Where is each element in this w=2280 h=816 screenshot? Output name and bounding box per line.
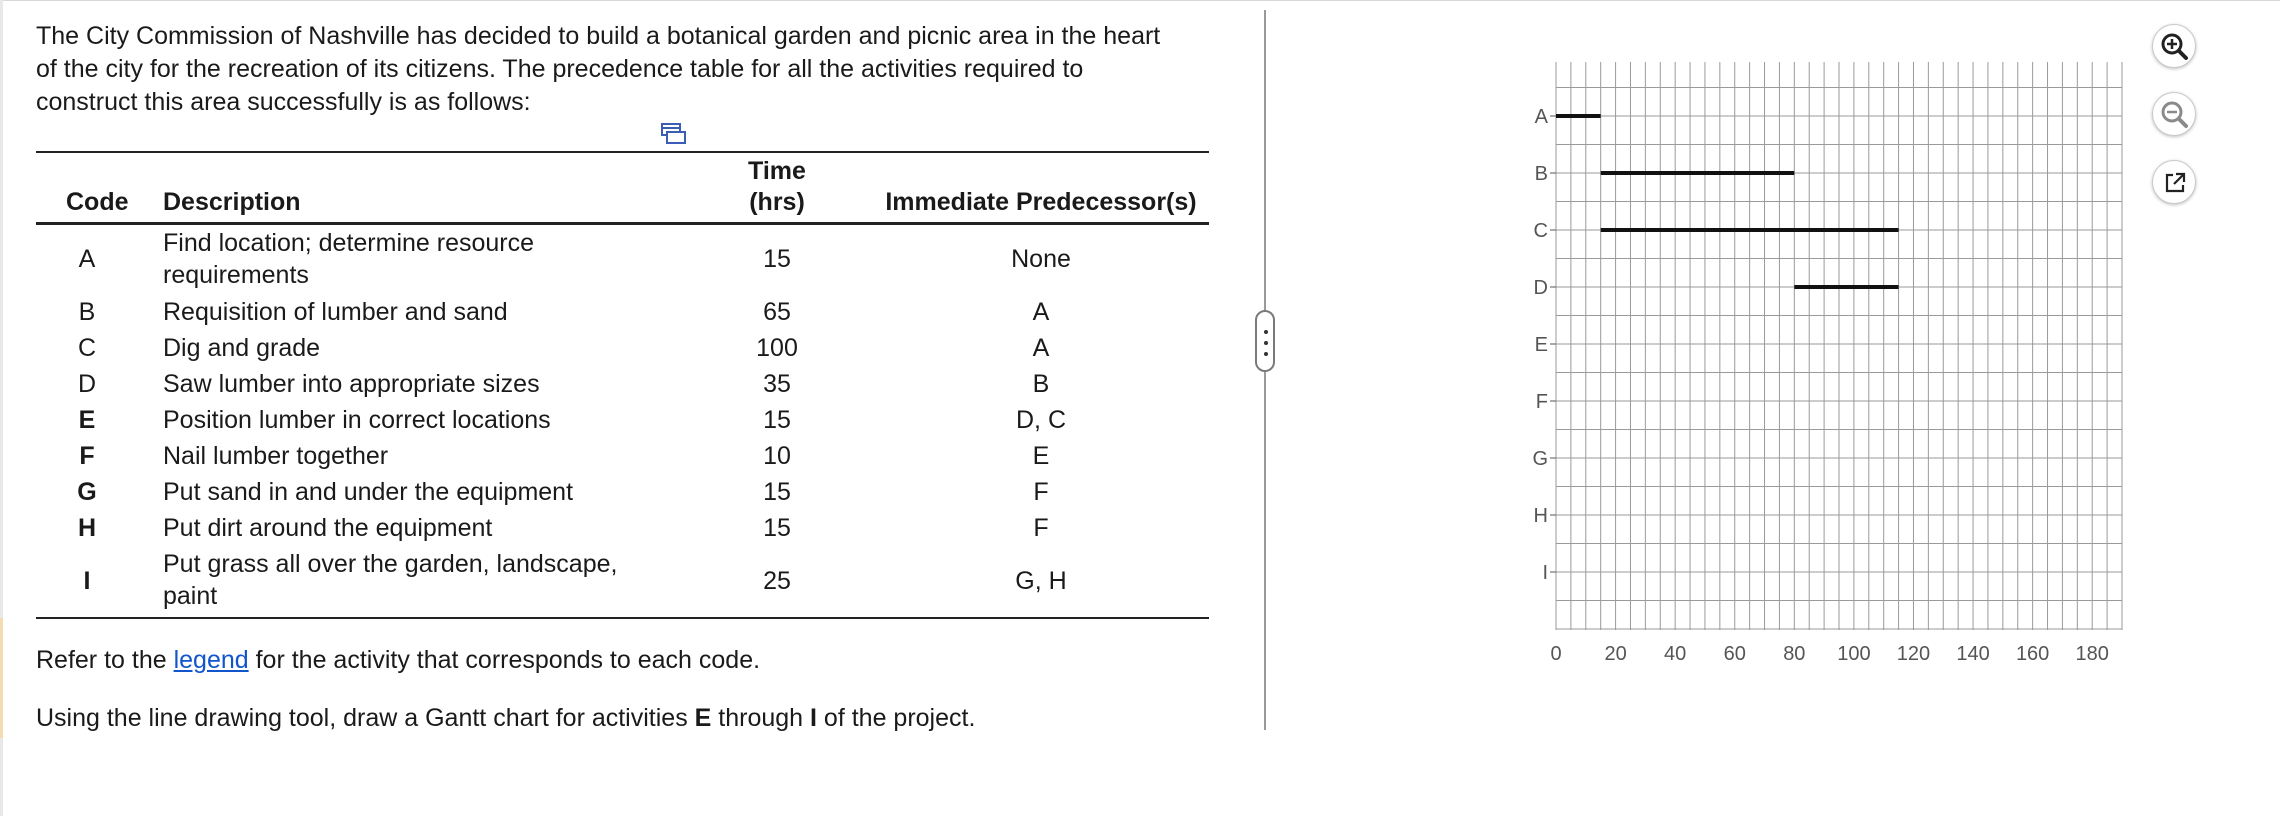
zoom-out-icon: [2153, 93, 2197, 137]
description-cell: Nail lumber together: [163, 442, 389, 470]
activity-label-f: F: [1535, 391, 1548, 413]
instruction-text-before: Using the line drawing tool, draw a Gantt chart for activities: [36, 704, 695, 732]
x-tick-label: 0: [1550, 643, 1562, 665]
description-line-1: Put grass all over the garden, landscape,: [163, 550, 618, 578]
x-tick-label: 60: [1723, 643, 1746, 665]
table-row-d: [36, 368, 1209, 400]
x-tick-label: 80: [1783, 643, 1806, 665]
question-line-3: construct this area successfully is as follows:: [36, 88, 531, 116]
code-cell: D: [77, 370, 97, 398]
time-cell: 65: [763, 298, 791, 326]
x-tick-label: 180: [2075, 643, 2109, 665]
header-description: Description: [163, 188, 301, 216]
table-bottom-rule: [36, 617, 1209, 619]
activity-label-b: B: [1534, 163, 1548, 185]
description-cell: Requisition of lumber and sand: [163, 298, 508, 326]
copy-table-icon[interactable]: [660, 122, 688, 148]
zoom-out-button[interactable]: [2152, 92, 2196, 136]
x-tick-label: 20: [1604, 643, 1627, 665]
predecessor-cell: G, H: [1015, 567, 1067, 595]
x-tick-label: 120: [1896, 643, 1931, 665]
time-cell: 15: [763, 245, 791, 273]
header-time-line-2: (hrs): [749, 188, 805, 216]
time-cell: 15: [763, 514, 791, 542]
activity-label-g: G: [1532, 448, 1548, 470]
table-row-c: [36, 332, 1209, 364]
code-cell: I: [83, 567, 91, 595]
predecessor-cell: B: [1032, 370, 1050, 398]
code-cell: G: [77, 478, 97, 506]
table-row-g: [36, 476, 1209, 508]
x-tick-label: 40: [1664, 643, 1687, 665]
table-row-f: [36, 440, 1209, 472]
instruction-text-after: of the project.: [816, 704, 976, 732]
code-cell: B: [78, 298, 96, 326]
predecessor-cell: None: [1011, 245, 1071, 273]
time-cell: 25: [763, 567, 791, 595]
description-line-2: paint: [163, 582, 218, 610]
description-cell: Put dirt around the equipment: [163, 514, 493, 542]
time-cell: 15: [763, 478, 791, 506]
description-cell: Saw lumber into appropriate sizes: [163, 370, 540, 398]
activity-label-i: I: [1542, 562, 1548, 584]
code-cell: H: [77, 514, 97, 542]
description-cell: Put sand in and under the equipment: [163, 478, 574, 506]
predecessor-cell: F: [1033, 478, 1049, 506]
table-row-b: [36, 296, 1209, 328]
handle-dot: [1264, 352, 1268, 356]
task-instruction: [36, 702, 975, 734]
code-cell: A: [78, 245, 96, 273]
header-time: [706, 156, 848, 218]
table-row-h: [36, 512, 1209, 544]
activity-label-h: H: [1533, 505, 1548, 527]
legend-text-after: for the activity that corresponds to each code.: [248, 646, 761, 674]
question-text: [36, 20, 1216, 119]
x-tick-label: 160: [2015, 643, 2050, 665]
description-cell: [163, 227, 683, 291]
time-cell: 10: [763, 442, 791, 470]
left-edge: [0, 0, 3, 816]
handle-dot: [1264, 341, 1268, 345]
x-tick-label: 100: [1837, 643, 1871, 665]
header-time-line-1: Time: [748, 157, 806, 185]
code-cell: F: [79, 442, 95, 470]
table-top-rule: [36, 151, 1209, 153]
activity-label-a: A: [1534, 106, 1548, 128]
table-row-e: [36, 404, 1209, 436]
header-predecessors: Immediate Predecessor(s): [885, 188, 1197, 216]
time-cell: 100: [756, 334, 798, 362]
instruction-text-middle: through: [711, 704, 811, 732]
pane-resize-handle[interactable]: [1255, 310, 1275, 372]
question-line-1: The City Commission of Nashville has decided to build a botanical garden and picnic area in the heart: [36, 22, 1161, 50]
description-cell: [163, 548, 683, 612]
activity-label-c: C: [1533, 220, 1548, 242]
left-edge-accent: [0, 618, 3, 738]
table-header-rule: [36, 222, 1209, 225]
description-cell: Position lumber in correct locations: [163, 406, 551, 434]
predecessor-cell: A: [1032, 334, 1050, 362]
top-border: [0, 0, 2280, 1]
time-cell: 35: [763, 370, 791, 398]
x-tick-label: 140: [1956, 643, 1990, 665]
legend-text-before: Refer to the: [36, 646, 174, 674]
time-cell: 15: [763, 406, 791, 434]
activity-label-d: D: [1533, 277, 1548, 299]
predecessor-cell: A: [1032, 298, 1050, 326]
zoom-in-icon: [2153, 25, 2197, 69]
predecessor-cell: F: [1033, 514, 1049, 542]
predecessor-cell: D, C: [1016, 406, 1066, 434]
instruction-activity-e: E: [694, 704, 712, 732]
header-code: Code: [66, 188, 129, 216]
gantt-chart[interactable]: [1500, 54, 2140, 674]
activity-label-e: E: [1534, 334, 1548, 356]
popout-button[interactable]: [2152, 160, 2196, 204]
legend-instruction: [36, 644, 760, 676]
question-line-2: of the city for the recreation of its citizens. The precedence table for all the activities required to: [36, 55, 1084, 83]
legend-link[interactable]: legend: [173, 646, 249, 674]
description-line-2: requirements: [163, 261, 309, 289]
instruction-activity-i: I: [810, 704, 817, 732]
table-row-i: [36, 548, 1209, 612]
code-cell: C: [77, 334, 97, 362]
table-row-a: [36, 227, 1209, 291]
zoom-in-button[interactable]: [2152, 24, 2196, 68]
external-link-icon: [2153, 161, 2197, 205]
handle-dot: [1264, 330, 1268, 334]
predecessor-cell: E: [1032, 442, 1050, 470]
description-cell: Dig and grade: [163, 334, 321, 362]
code-cell: E: [78, 406, 96, 434]
description-line-1: Find location; determine resource: [163, 229, 535, 257]
